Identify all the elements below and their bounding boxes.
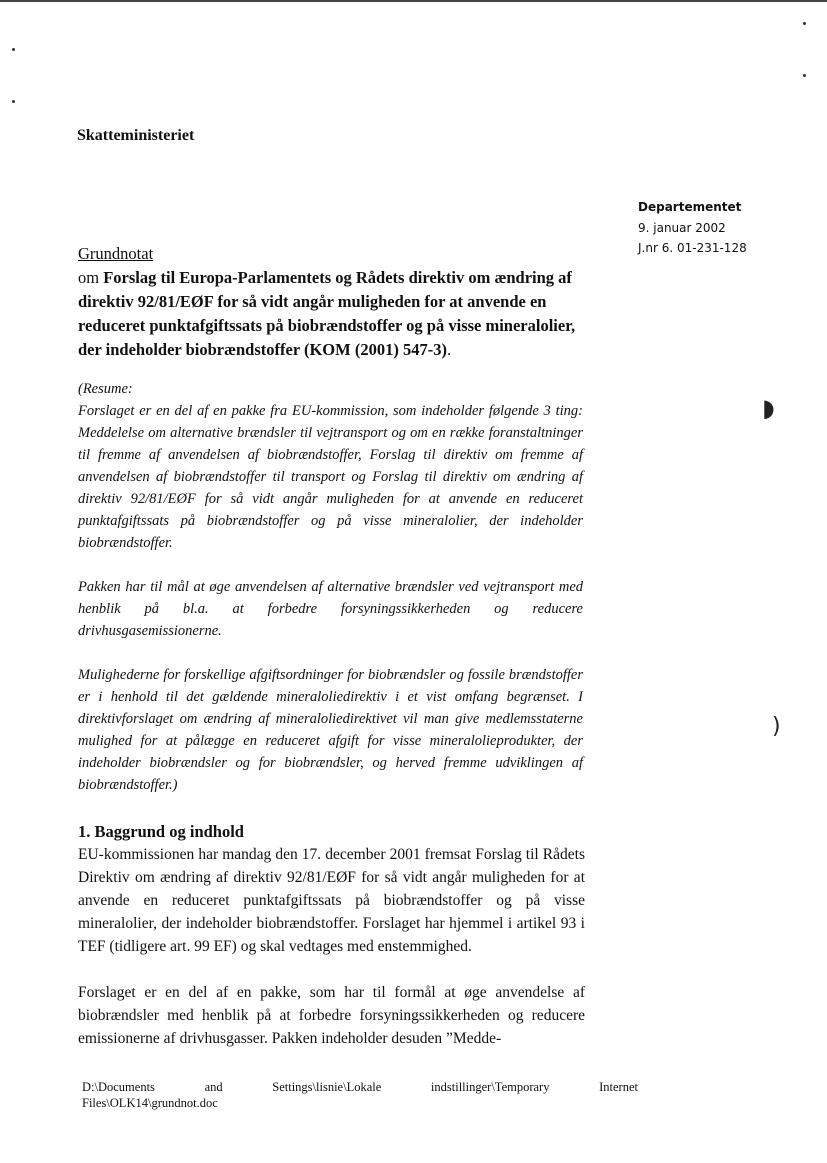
body-paragraph: Forslaget er en del af en pakke, som har til formål at øge anvendelse af biobrændsler med henblik på at forbedre forsyningssikkerheden og reducere emissionerne af drivhusgasser. Pakken indeholder desuden ”Medde- [78, 984, 585, 1047]
footer-path-line: Files\OLK14\grundnot.doc [82, 1096, 218, 1110]
resume-paragraph: Pakken har til mål at øge anvendelsen af alternative brændsler ved vejtransport med henblik på bl.a. at forbedre forsyningssikkerheden og reducere drivhusgasemissionerne. [78, 579, 583, 639]
body-paragraph: EU-kommissionen har mandag den 17. december 2001 fremsat Forslag til Rådets Direktiv om ændring af direktiv 92/81/EØF for så vidt angår muligheden for at anvende en reduceret punktafgiftssats på biobrændstoffer og på visse mineralolier, der indeholder biobrændstoffer. Forslaget har hjemmel i artikel 93 i TEF (tidligere art. 99 EF) og skal vedtages med enstemmighed. [78, 846, 585, 955]
punch-hole-icon: ) [772, 714, 781, 739]
title-suffix: . [446, 340, 452, 359]
section-background [78, 820, 585, 1073]
footer-path-part: and [204, 1080, 223, 1094]
sender-info [638, 197, 747, 259]
document-title [78, 266, 588, 362]
resume-section [78, 378, 583, 818]
document-heading [78, 242, 588, 362]
file-path-footer [82, 1079, 638, 1111]
department-label: Departementet [638, 200, 742, 214]
footer-path-line [82, 1079, 638, 1095]
footer-path-part: Internet [599, 1080, 638, 1094]
scan-speck [803, 74, 806, 77]
title-text: Forslag til Europa-Parlamentets og Rådets direktiv om ændring af direktiv 92/81/EØF for så vidt angår muligheden for at anvende en reduceret punktafgiftssats på biobrændstoffer og på visse mineralolier, der indeholder biobrændstoffer (KOM (2001) 547-3) [78, 268, 576, 359]
scan-top-border [0, 0, 827, 2]
section-heading: 1. Baggrund og indhold [78, 822, 244, 841]
scan-speck [12, 48, 15, 51]
resume-paragraph: Forslaget er en del af en pakke fra EU-kommission, som indeholder følgende 3 ting: Meddelelse om alternative brændsler til vejtransport og om en række foranstaltninger til fremme af anvendelsen af biobrændstoffer, Forslag til direktiv om fremme af anvendelsen af biobrændstoffer til transport og Forslag til direktiv om ændring af direktiv 92/81/EØF for så vidt angår muligheden for at anvende en reduceret punktafgiftssats på biobrændstoffer og på visse mineralolier, der indeholder biobrændstoffer. [78, 403, 583, 551]
scan-speck [803, 22, 806, 25]
footer-path-part: Settings\lisnie\Lokale [272, 1080, 382, 1094]
journal-number: J.nr 6. 01-231-128 [638, 241, 747, 255]
document-type-label: Grundnotat [78, 244, 154, 263]
document-date: 9. januar 2002 [638, 220, 726, 235]
footer-path-part: D:\Documents [82, 1080, 155, 1094]
punch-hole-icon: ◗ [762, 394, 775, 422]
footer-path-part: indstillinger\Temporary [430, 1080, 550, 1094]
scan-speck [12, 100, 15, 103]
ministry-name: Skatteministeriet [77, 127, 195, 144]
resume-paragraph: Mulighederne for forskellige afgiftsordninger for biobrændsler og fossile brændstoffer er i henhold til det gældende mineraloliedirektiv i et vist omfang begrænset. I direktivforslaget om ændring af mineraloliedirektivet vil man give medlemsstaterne mulighed for at pålægge en reduceret afgift for visse mineralolieprodukter, der indeholder biobrændsler og for biobrændsler, og herved fremme udviklingen af biobrændstoffer.) [78, 667, 583, 793]
resume-label: (Resume: [78, 381, 133, 397]
title-prefix: om [78, 268, 104, 287]
